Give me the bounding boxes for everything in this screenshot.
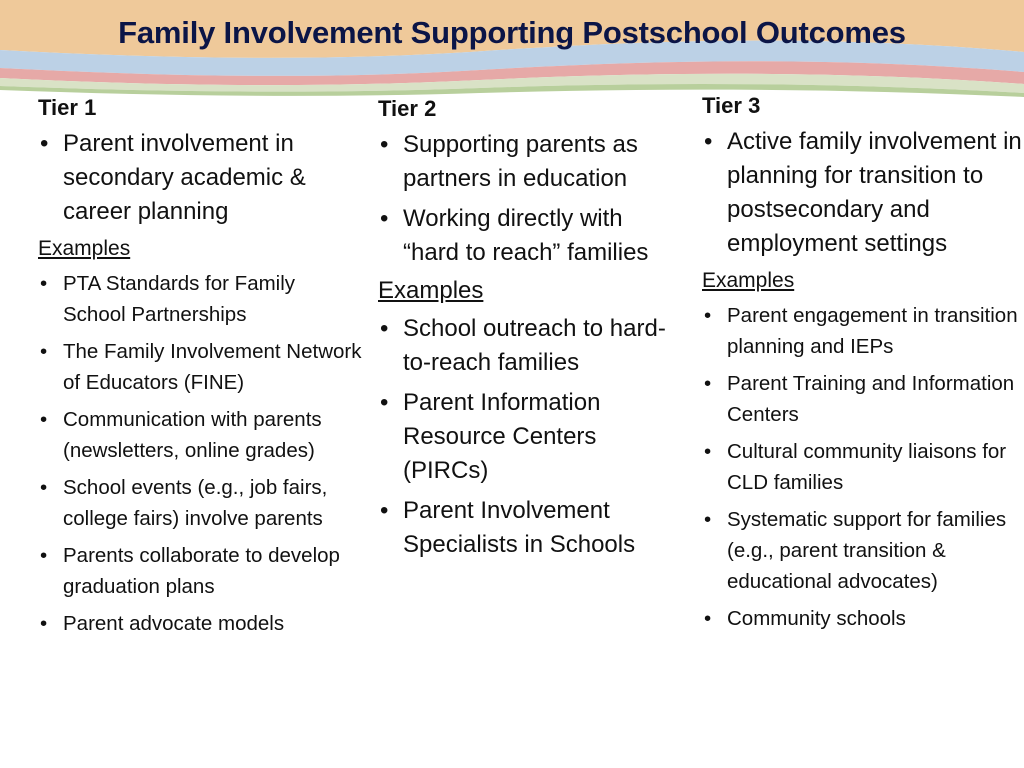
list-item bbox=[38, 608, 363, 639]
list-item-text: School events (e.g., job fairs, college fairs) involve parents bbox=[63, 476, 328, 530]
tier-1-examples-label: Examples bbox=[38, 237, 131, 260]
list-item bbox=[378, 494, 678, 562]
bullet-icon: • bbox=[380, 315, 389, 342]
tier-1-bullets bbox=[38, 127, 363, 229]
tier-3-bullets bbox=[702, 125, 1024, 261]
list-item bbox=[702, 603, 1024, 634]
bullet-icon: • bbox=[704, 372, 712, 395]
list-item-text: Active family involvement in planning for transition to postsecondary and employment settings bbox=[727, 128, 1022, 257]
tier-1-column bbox=[38, 94, 363, 639]
list-item bbox=[702, 125, 1024, 261]
bullet-icon: • bbox=[380, 131, 389, 158]
tier-3-column bbox=[702, 92, 1024, 634]
bullet-icon: • bbox=[40, 612, 48, 635]
bullet-icon: • bbox=[40, 544, 48, 567]
bullet-icon: • bbox=[40, 272, 48, 295]
tier-1-examples bbox=[38, 268, 363, 639]
tier-2-examples bbox=[378, 312, 678, 562]
list-item-text: Working directly with “hard to reach” families bbox=[403, 205, 649, 266]
tier-1-heading: Tier 1 bbox=[38, 95, 97, 120]
list-item-text: Parent Training and Information Centers bbox=[727, 372, 1015, 426]
list-item-text: Parents collaborate to develop graduation plans bbox=[63, 544, 340, 598]
list-item bbox=[38, 540, 363, 602]
list-item-text: Community schools bbox=[727, 607, 906, 630]
tier-2-column bbox=[378, 95, 678, 562]
bullet-icon: • bbox=[704, 508, 712, 531]
list-item-text: Cultural community liaisons for CLD families bbox=[727, 440, 1007, 494]
bullet-icon: • bbox=[40, 130, 49, 157]
list-item bbox=[702, 504, 1024, 597]
list-item-text: PTA Standards for Family School Partnerships bbox=[63, 272, 296, 326]
list-item-text: Parent Involvement Specialists in Schools bbox=[403, 497, 636, 558]
list-item-text: The Family Involvement Network of Educators (FINE) bbox=[63, 340, 362, 394]
bullet-icon: • bbox=[380, 389, 389, 416]
list-item bbox=[702, 436, 1024, 498]
slide-title: Family Involvement Supporting Postschool Outcomes bbox=[118, 15, 906, 50]
list-item-text: Communication with parents (newsletters, online grades) bbox=[63, 408, 322, 462]
bullet-icon: • bbox=[704, 607, 712, 630]
bullet-icon: • bbox=[380, 497, 389, 524]
list-item-text: Parent engagement in transition planning and IEPs bbox=[727, 304, 1018, 358]
list-item-text: Parent involvement in secondary academic & career planning bbox=[63, 130, 306, 225]
list-item bbox=[702, 368, 1024, 430]
tier-3-heading: Tier 3 bbox=[702, 93, 761, 118]
bullet-icon: • bbox=[704, 128, 713, 155]
list-item bbox=[378, 202, 678, 270]
list-item bbox=[702, 300, 1024, 362]
bullet-icon: • bbox=[40, 476, 48, 499]
bullet-icon: • bbox=[40, 408, 48, 431]
list-item bbox=[38, 336, 363, 398]
bullet-icon: • bbox=[704, 304, 712, 327]
bullet-icon: • bbox=[380, 205, 389, 232]
list-item-text: Systematic support for families (e.g., parent transition & educational advocates) bbox=[727, 508, 1007, 593]
list-item-text: Parent advocate models bbox=[63, 612, 285, 635]
list-item bbox=[38, 472, 363, 534]
tier-2-heading: Tier 2 bbox=[378, 96, 437, 121]
list-item bbox=[378, 128, 678, 196]
list-item-text: Supporting parents as partners in education bbox=[403, 131, 638, 192]
tier-2-examples-label: Examples bbox=[378, 277, 484, 304]
tier-3-examples bbox=[702, 300, 1024, 634]
tier-3-examples-label: Examples bbox=[702, 269, 795, 292]
list-item bbox=[38, 127, 363, 229]
list-item bbox=[38, 404, 363, 466]
list-item bbox=[38, 268, 363, 330]
list-item-text: School outreach to hard-to-reach families bbox=[403, 315, 666, 376]
bullet-icon: • bbox=[704, 440, 712, 463]
tier-2-bullets bbox=[378, 128, 678, 270]
list-item bbox=[378, 386, 678, 488]
list-item-text: Parent Information Resource Centers (PIRCs) bbox=[403, 389, 601, 484]
bullet-icon: • bbox=[40, 340, 48, 363]
list-item bbox=[378, 312, 678, 380]
